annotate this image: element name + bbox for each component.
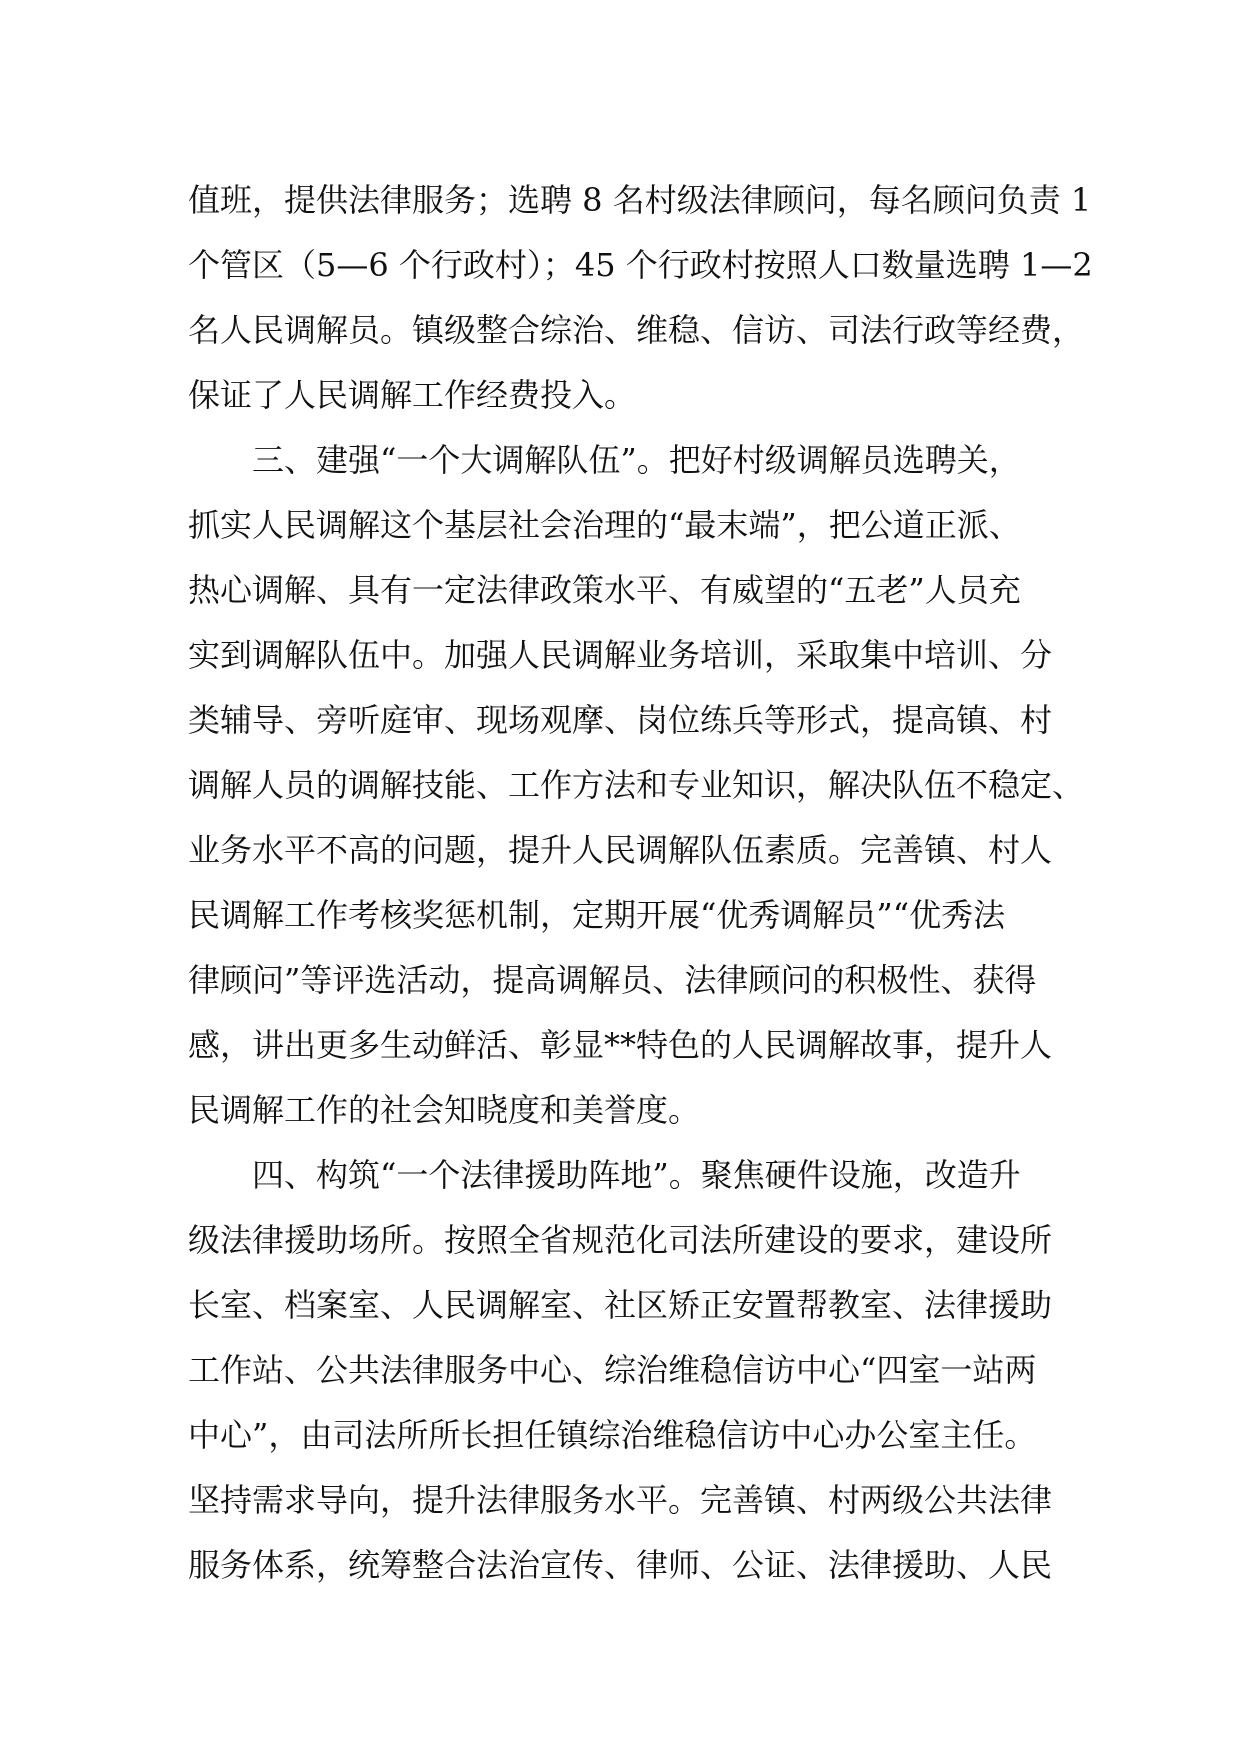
text-line: 律顾问”等评选活动，提高调解员、法律顾问的积极性、获得 [188,961,1037,999]
text-line: 服务体系，统筹整合法治宣传、律师、公证、法律援助、人民 [188,1546,1053,1584]
section-heading-line: 三、建强“一个大调解队伍”。把好村级调解员选聘关， [188,441,1021,479]
text-line: 坚持需求导向，提升法律服务水平。完善镇、村两级公共法律 [188,1481,1053,1519]
text-line: 工作站、公共法律服务中心、综治维稳信访中心“四室一站两 [188,1351,1037,1389]
text-line: 民调解工作的社会知晓度和美誉度。 [188,1091,701,1129]
text-line: 民调解工作考核奖惩机制，定期开展“优秀调解员”“优秀法 [188,896,1006,934]
text-line: 名人民调解员。镇级整合综治、维稳、信访、司法行政等经费， [188,311,1085,349]
text-line: 热心调解、具有一定法律政策水平、有威望的“五老”人员充 [188,571,1021,609]
section-heading-line: 四、构筑“一个法律援助阵地”。聚焦硬件设施，改造升 [188,1156,1021,1194]
text-line: 级法律援助场所。按照全省规范化司法所建设的要求，建设所 [188,1221,1053,1259]
text-line: 保证了人民调解工作经费投入。 [188,376,637,414]
text-line: 值班，提供法律服务；选聘 8 名村级法律顾问，每名顾问负责 1 [188,181,1092,219]
text-line: 实到调解队伍中。加强人民调解业务培训，采取集中培训、分 [188,636,1053,674]
text-line: 长室、档案室、人民调解室、社区矫正安置帮教室、法律援助 [188,1286,1053,1324]
text-line: 中心”，由司法所所长担任镇综治维稳信访中心办公室主任。 [188,1416,1037,1454]
text-line: 抓实人民调解这个基层社会治理的“最末端”，把公道正派、 [188,506,1021,544]
text-line: 个管区（5—6 个行政村）；45 个行政村按照人口数量选聘 1—2 [188,246,1093,284]
text-line: 类辅导、旁听庭审、现场观摩、岗位练兵等形式，提高镇、村 [188,701,1053,739]
text-line: 业务水平不高的问题，提升人民调解队伍素质。完善镇、村人 [188,831,1053,869]
text-line: 调解人员的调解技能、工作方法和专业知识，解决队伍不稳定、 [188,766,1085,804]
text-line: 感，讲出更多生动鲜活、彰显**特色的人民调解故事，提升人 [188,1026,1053,1064]
body-text [188,168,1093,1598]
